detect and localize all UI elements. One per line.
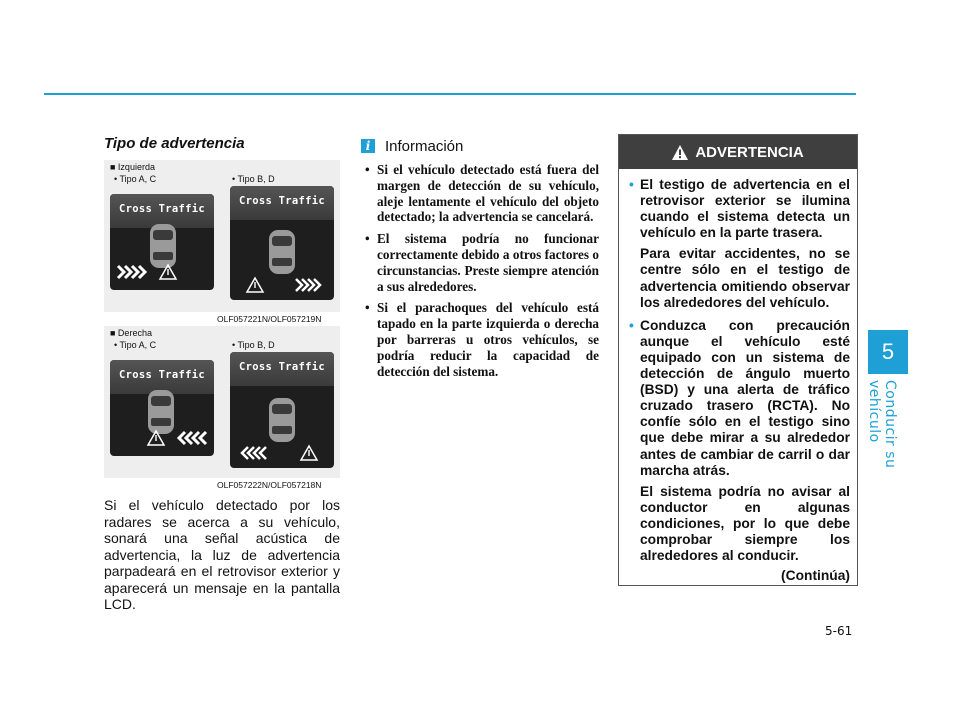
figure-code: OLF057221N/OLF057219N	[217, 314, 322, 324]
figure-sub-a: • Tipo A, C	[114, 174, 157, 184]
list-item: • El testigo de advertencia en el retrovisor exterior se ilumina cuando el sistema detecta un vehículo en la parte trasera. Para evitar accidentes, no se centre sólo en el testigo de advertencia omitiendo observar los alrededores del vehículo.	[629, 177, 850, 310]
lcd-screen-b	[230, 186, 334, 300]
arrow-chevrons-icon	[296, 279, 320, 291]
section-heading: Tipo de advertencia	[104, 135, 245, 152]
figure-code: OLF057222N/OLF057218N	[217, 480, 322, 490]
warning-header	[619, 135, 857, 169]
top-rule	[44, 93, 856, 95]
screen-title: Cross Traffic	[118, 369, 206, 381]
continued-note: (Continúa)	[781, 568, 850, 584]
page-number: 5-61	[825, 624, 853, 638]
info-list	[365, 162, 599, 385]
lcd-screen-a	[110, 194, 214, 290]
bullet: •	[629, 177, 634, 192]
bullet: •	[365, 231, 370, 247]
arrow-chevrons-icon	[179, 432, 206, 444]
section-tab: 5	[868, 330, 908, 374]
figure-right-warning	[104, 326, 340, 478]
screen-title: Cross Traffic	[118, 203, 206, 215]
lcd-screen-b	[230, 352, 334, 468]
list-item: • Si el vehículo detectado está fuera del margen de detección de su vehículo, aleje lentamente el vehículo del objeto detectado; la advertencia se cancelará.	[365, 162, 599, 225]
warning-box	[618, 134, 858, 586]
bullet: •	[629, 317, 634, 333]
arrow-chevrons-icon	[242, 447, 266, 459]
warning-triangle-icon	[672, 145, 688, 160]
info-title: Información	[385, 138, 464, 155]
car-top-icon	[269, 230, 295, 274]
car-top-icon	[150, 224, 176, 268]
car-top-icon	[269, 398, 295, 442]
bullet: •	[365, 300, 370, 316]
bullet: •	[365, 162, 370, 177]
arrow-chevrons-icon	[118, 266, 145, 278]
warning-title: ADVERTENCIA	[695, 143, 804, 161]
figure-left-warning	[104, 160, 340, 312]
figure-label: ■ Derecha	[110, 328, 152, 338]
body-paragraph: Si el vehículo detectado por los radares se acerca a su vehículo, sonará una señal acústica de advertencia, la luz de advertencia parpadeará en el retrovisor exterior y aparecerá un mensaje en la pantalla LCD.	[104, 497, 340, 612]
figure-sub-a: • Tipo A, C	[114, 340, 157, 350]
section-title: Conducir su vehículo	[866, 380, 898, 469]
warning-triangle-icon	[247, 278, 263, 292]
figure-sub-b: • Tipo B, D	[232, 174, 275, 184]
screen-title: Cross Traffic	[238, 361, 326, 373]
lcd-screen-a	[110, 360, 214, 456]
info-icon: i	[361, 139, 375, 153]
warning-body	[629, 177, 850, 584]
list-item: • Si el parachoques del vehículo está tapado en la parte izquierda o derecha por barreras u otros vehículos, se podría reducir la capacidad de detección del sistema.	[365, 300, 599, 379]
screen-title: Cross Traffic	[238, 195, 326, 207]
warning-triangle-icon	[301, 446, 317, 460]
list-item: • El sistema podría no funcionar correctamente debido a otros factores o circunstancias. Preste siempre atención a sus alrededores.	[365, 231, 599, 294]
figure-label: ■ Izquierda	[110, 162, 155, 172]
list-item: • Conduzca con precaución aunque el vehículo esté equipado con un sistema de detección de ángulo muerto (BSD) y una alerta de tráfico cruzado trasero (RCTA). No confíe sólo en el testigo sino que debe mirar a su alrededor antes de cambiar de carril o dar marcha atrás. El sistema podría no avisar al conductor en algunas condiciones, por lo que debe comprobar siempre los alrededores al conducir.	[629, 317, 850, 564]
figure-sub-b: • Tipo B, D	[232, 340, 275, 350]
car-top-icon	[148, 390, 174, 434]
